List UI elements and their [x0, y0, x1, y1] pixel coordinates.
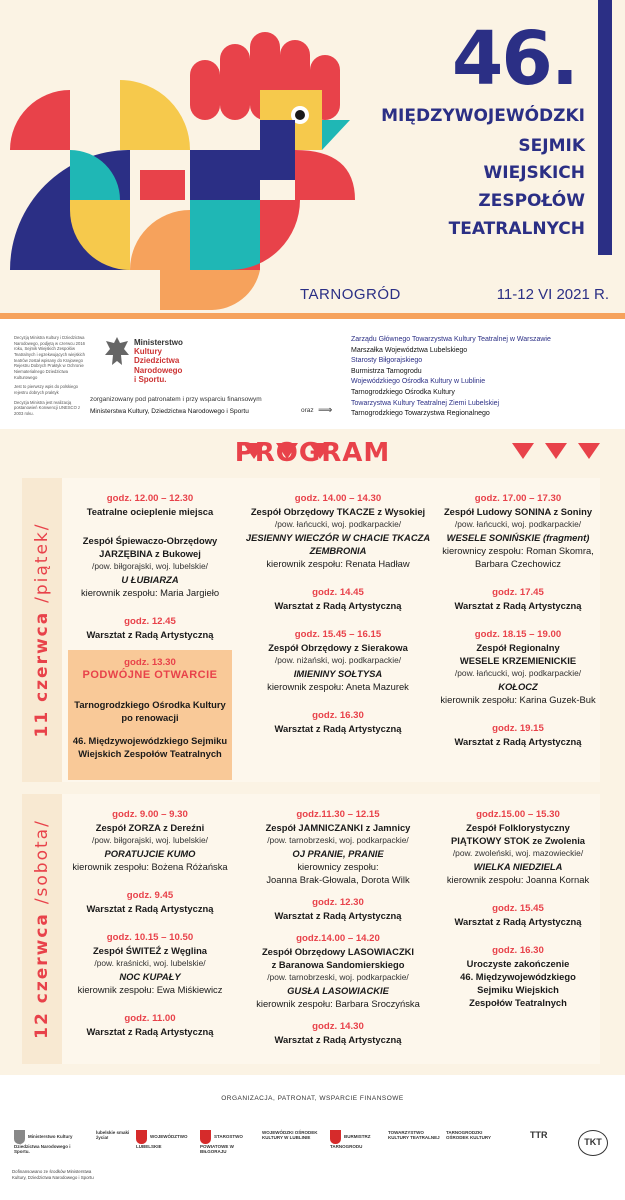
- title-bar: [598, 0, 612, 255]
- show-title: KOŁOCZ: [498, 681, 538, 692]
- event-detail: 46. Międzywojewódzkiego: [460, 971, 576, 982]
- day-2-column-2: [240, 808, 436, 1046]
- day-2-column-1: [68, 808, 232, 1038]
- event-time: godz. 12.45: [124, 616, 176, 627]
- sponsor-tkt: [388, 1130, 440, 1141]
- sponsor-ttr: [530, 1130, 556, 1141]
- sponsor-tok: [446, 1130, 506, 1141]
- event-time: godz. 16.30: [312, 710, 364, 721]
- festival-dates: 11-12 VI 2021 R.: [496, 286, 609, 303]
- sponsor-name: BURMISTRZ TARNOGRODU: [330, 1134, 371, 1149]
- shield-icon: [136, 1130, 147, 1144]
- opening-content: [68, 650, 232, 760]
- event-detail: Wiejskich Zespołów Teatralnych: [78, 748, 222, 759]
- show-title: GUSŁA LASOWIACKIE: [287, 985, 389, 996]
- group-name: Zespół Obrzędowy TKACZE z Wysokiej: [250, 506, 426, 517]
- event-time: godz. 19.15: [492, 723, 544, 734]
- event-title: Warsztat z Radą Artystyczną: [274, 1034, 402, 1045]
- event-title: Warsztat z Radą Artystyczną: [86, 903, 214, 914]
- shield-icon: [200, 1130, 211, 1144]
- opening-highlight: [68, 650, 232, 780]
- group-leader: kierownicy zespołu:: [297, 861, 379, 872]
- event-time: godz.14.00 – 14.20: [296, 933, 380, 944]
- group-name: Zespół Folklorystyczny: [466, 822, 570, 833]
- triangle-icon: [578, 443, 600, 459]
- sponsor-wok: [262, 1130, 328, 1141]
- day-date: 11 czerwca: [32, 610, 52, 738]
- group-region: /pow. kraśnicki, woj. lubelskie/: [94, 958, 206, 968]
- group-leader: kierownik zespołu: Bożena Różańska: [72, 861, 228, 872]
- group-name: Zespół ZORZA z Dereźni: [95, 822, 205, 833]
- event-detail: Tarnogrodzkiego Ośrodka Kultury: [74, 699, 226, 710]
- group-name: Zespół Obrzędowy LASOWIACZKI: [261, 946, 415, 957]
- sponsor-name: STAROSTWO POWIATOWE W BIŁGORAJU: [200, 1134, 243, 1155]
- show-title: IMIENINY SOŁTYSA: [293, 668, 383, 679]
- event-detail: Zespołów Teatralnych: [469, 997, 567, 1008]
- event-time: godz. 15.45: [492, 903, 544, 914]
- event-time: godz.15.00 – 15.30: [476, 809, 560, 820]
- group-leader: kierownicy zespołu: Roman Skomra,: [442, 545, 594, 556]
- show-title: ZEMBRONIA: [309, 545, 367, 556]
- footer-label: ORGANIZACJA, PATRONAT, WSPARCIE FINANSOWE: [221, 1095, 404, 1102]
- sponsor-name: lubelskie smaki życia!: [96, 1130, 130, 1141]
- event-title: Warsztat z Radą Artystyczną: [274, 600, 402, 611]
- group-leader: Barbara Czechowicz: [475, 558, 561, 569]
- day-side-band: [22, 794, 62, 1064]
- show-title: WESELE SONIŃSKIE (fragment): [446, 532, 590, 543]
- event-title: Warsztat z Radą Artystyczną: [454, 736, 582, 747]
- day-2-block: [22, 794, 600, 1064]
- show-title: PORATUJCIE KUMO: [104, 848, 196, 859]
- program-heading: [0, 429, 625, 477]
- event-time: godz. 9.00 – 9.30: [112, 809, 188, 820]
- partner-item: Starosty Biłgorajskiego: [351, 357, 423, 365]
- footer: [0, 1075, 625, 1200]
- unesco-paragraph: Decyzja Ministra jest realizacją postanowień Konwencji UNESCO z 2003 roku.: [14, 399, 81, 417]
- show-title: OJ PRANIE, PRANIE: [292, 848, 384, 859]
- group-name: Zespół Obrzędowy z Sierakowa: [268, 642, 408, 653]
- day-1-column-3: [440, 492, 596, 748]
- title-line-4: ZESPOŁÓW: [478, 191, 585, 211]
- group-region: /pow. niżański, woj. podkarpackie/: [274, 655, 402, 665]
- ministry-logo-line: Kultury: [134, 347, 162, 357]
- event-detail: Sejmiku Wiejskich: [477, 984, 559, 995]
- group-name: z Baranowa Sandomierskiego: [271, 959, 405, 970]
- event-time: godz. 12.00 – 12.30: [106, 493, 194, 504]
- unesco-note: [14, 335, 86, 421]
- group-leader: kierownik zespołu: Maria Jargieło: [80, 587, 220, 598]
- show-title: U ŁUBIARZA: [121, 574, 179, 585]
- program-title: PROGRAM: [234, 438, 391, 468]
- group-leader: kierownik zespołu: Renata Hadław: [266, 558, 410, 569]
- info-strip: [0, 319, 625, 429]
- sponsor-name: WOJEWÓDZKI OŚRODEK KULTURY W LUBLINIE: [262, 1130, 318, 1141]
- event-title: Warsztat z Radą Artystyczną: [274, 910, 402, 921]
- sponsor-name: TKT: [584, 1137, 602, 1147]
- ministry-logo-line: Narodowego: [134, 365, 183, 375]
- event-time: godz. 17.00 – 17.30: [474, 493, 562, 504]
- partner-item: Tarnogrodzkiego Towarzystwa Regionalnego: [351, 410, 490, 418]
- group-name: JARZĘBINA z Bukowej: [99, 548, 201, 559]
- group-region: /pow. tarnobrzeski, woj. podkarpackie/: [267, 972, 409, 982]
- sponsor-name: Ministerstwo Kultury Dziedzictwa Narodowego i Sportu.: [14, 1134, 73, 1155]
- group-leader: kierownik zespołu: Joanna Kornak: [446, 874, 590, 885]
- arrow-right-icon: ⟹: [318, 405, 333, 416]
- show-title: JESIENNY WIECZÓR W CHACIE TKACZA: [245, 532, 431, 543]
- day-weekday: /piątek/: [32, 522, 52, 603]
- group-leader: kierownik zespołu: Barbara Sroczyńska: [256, 998, 420, 1009]
- unesco-paragraph: Jest to pierwszy wpis do polskiego rejestru dobrych praktyk: [14, 384, 79, 396]
- event-time: godz. 14.30: [312, 1021, 364, 1032]
- sponsor-ministry: [14, 1130, 86, 1155]
- event-time: godz. 14.45: [312, 587, 364, 598]
- ministry-logo-line: Ministerstwo: [134, 338, 183, 347]
- event-title: Warsztat z Radą Artystyczną: [454, 600, 582, 611]
- triangle-icon: [512, 443, 534, 459]
- edition-number: 46.: [451, 16, 577, 102]
- sponsor-voivodeship: [136, 1130, 196, 1149]
- day-2-column-3: [440, 808, 596, 1009]
- event-title: Warsztat z Radą Artystyczną: [454, 916, 582, 927]
- group-region: /pow. biłgorajski, woj. lubelskie/: [92, 835, 208, 845]
- group-leader: kierownik zespołu: Karina Guzek-Buk: [440, 694, 596, 705]
- ministry-logo-line: Dziedzictwa: [134, 356, 180, 366]
- header: [0, 0, 625, 313]
- day-1-column-2: [240, 492, 436, 735]
- day-weekday: /sobota/: [32, 819, 52, 905]
- eagle-icon: [14, 1130, 25, 1144]
- partner-item: Wojewódzkiego Ośrodka Kultury w Lublinie: [351, 378, 486, 386]
- group-region: /pow. łańcucki, woj. podkarpackie/: [454, 519, 582, 529]
- organized-label: zorganizowany pod patronatem i przy wsparciu finansowym: [90, 396, 262, 403]
- event-time: godz. 17.45: [492, 587, 544, 598]
- unesco-paragraph: Decyzją Ministra Kultury i Dziedzictwa Narodowego, podjętą w czerwcu 2016 roku, Sejmik Wiejskich Zespołów Teatralnych i egzekwujących wiejskich teatrów został wpisany do Krajowego Rejestru Dobrych Praktyk w Ochronie Niematerialnego Dziedzictwa Kulturowego: [14, 335, 85, 380]
- triangle-icon: [545, 443, 567, 459]
- organized-name: Ministerstwa Kultury, Dziedzictwa Narodowego i Sportu: [90, 408, 249, 415]
- group-leader: kierownik zespołu: Ewa Miśkiewicz: [77, 984, 223, 995]
- show-title: NOC KUPAŁY: [119, 971, 181, 982]
- sponsor-name: TOWARZYSTWO KULTURY TEATRALNEJ: [388, 1130, 440, 1141]
- partner-item: Zarządu Głównego Towarzystwa Kultury Teatralnej w Warszawie: [351, 336, 551, 343]
- event-time: godz. 14.00 – 14.30: [294, 493, 382, 504]
- day-label: [32, 523, 52, 738]
- group-name: PIĄTKOWY STOK ze Zwolenia: [450, 835, 586, 846]
- footer-note: Dofinansowano ze środków Ministerstwa Kultury, Dziedzictwa Narodowego i Sportu: [12, 1169, 94, 1180]
- sponsor-name: TARNOGRODZKI OŚRODEK KULTURY: [446, 1130, 491, 1141]
- event-time: godz.11.30 – 12.15: [296, 809, 380, 820]
- sponsor-lubelskie: [96, 1130, 130, 1141]
- group-name: Zespół ŚWITEŹ z Węglina: [92, 945, 208, 956]
- event-title: Warsztat z Radą Artystyczną: [86, 1026, 214, 1037]
- event-time: godz. 12.30: [312, 897, 364, 908]
- title-line-5: TEATRALNYCH: [448, 219, 585, 239]
- partner-item: Burmistrza Tarnogrodu: [351, 367, 422, 375]
- event-detail: Uroczyste zakończenie: [466, 958, 570, 969]
- partner-item: Towarzystwa Kultury Teatralnej Ziemi Lubelskiej: [351, 399, 500, 407]
- shield-icon: [330, 1130, 341, 1144]
- day-1-column-1: [68, 492, 232, 641]
- group-name: Zespół JAMNICZANKI z Jamnicy: [265, 822, 411, 833]
- sponsor-starostwo: [200, 1130, 258, 1155]
- show-title: WIELKA NIEDZIELA: [473, 861, 563, 872]
- partner-item: Marszałka Województwa Lubelskiego: [351, 346, 468, 354]
- event-time: godz. 11.00: [124, 1013, 176, 1024]
- sponsor-name: WOJEWÓDZTWO LUBELSKIE: [136, 1134, 188, 1149]
- group-region: /pow. biłgorajski, woj. lubelskie/: [92, 561, 208, 571]
- event-detail: po renowacji: [121, 712, 179, 723]
- event-time: godz. 10.15 – 10.50: [106, 932, 194, 943]
- title-line-1: MIĘDZYWOJEWÓDZKI: [381, 106, 585, 126]
- event-time: godz. 16.30: [492, 945, 544, 956]
- event-title: PODWÓJNE OTWARCIE: [82, 669, 218, 681]
- group-region: /pow. zwoleński, woj. mazowieckie/: [452, 848, 584, 858]
- ministry-logo: [134, 338, 183, 384]
- group-region: /pow. łańcucki, woj. podkarpackie/: [274, 519, 402, 529]
- event-time: godz. 15.45 – 16.15: [294, 629, 382, 640]
- group-name: Zespół Ludowy SONINA z Soniny: [443, 506, 593, 517]
- title-line-2: SEJMIK: [518, 136, 585, 156]
- oraz-label: oraz: [301, 407, 314, 414]
- group-name: Zespół Regionalny: [476, 642, 560, 653]
- day-date: 12 czerwca: [32, 912, 52, 1039]
- sponsor-burmistrz: [330, 1130, 382, 1149]
- title-line-3: WIEJSKICH: [483, 163, 585, 183]
- group-region: /pow. łańcucki, woj. podkarpackie/: [454, 668, 582, 678]
- event-title: Warsztat z Radą Artystyczną: [274, 723, 402, 734]
- group-leader: kierownik zespołu: Aneta Mazurek: [267, 681, 409, 692]
- day-label: [32, 819, 52, 1039]
- event-title: Teatralne ocieplenie miejsca: [86, 506, 214, 517]
- sponsor-name: TTR: [530, 1130, 548, 1140]
- group-name: Zespół Śpiewaczo-Obrzędowy: [82, 535, 218, 546]
- eagle-emblem-icon: [104, 335, 130, 371]
- event-time: godz. 13.30: [124, 657, 176, 668]
- day-1-block: [22, 478, 600, 782]
- event-title: Warsztat z Radą Artystyczną: [86, 629, 214, 640]
- festival-place: TARNOGRÓD: [300, 286, 401, 303]
- group-name: WESELE KRZEMIENICKIE: [459, 655, 577, 666]
- partners-list: [351, 335, 551, 420]
- group-leader: Joanna Brak-Głowala, Dorota Wilk: [266, 874, 410, 885]
- group-region: /pow. tarnobrzeski, woj. podkarpackie/: [267, 835, 409, 845]
- sponsor-tkt-seal: [578, 1130, 608, 1156]
- ministry-logo-line: i Sportu.: [134, 374, 167, 384]
- event-detail: 46. Międzywojewódzkiego Sejmiku: [72, 735, 228, 746]
- event-time: godz. 18.15 – 19.00: [474, 629, 562, 640]
- day-side-band: [22, 478, 62, 782]
- rooster-illustration: [10, 20, 360, 310]
- event-time: godz. 9.45: [126, 890, 174, 901]
- partner-item: Tarnogrodzkiego Ośrodka Kultury: [351, 388, 455, 396]
